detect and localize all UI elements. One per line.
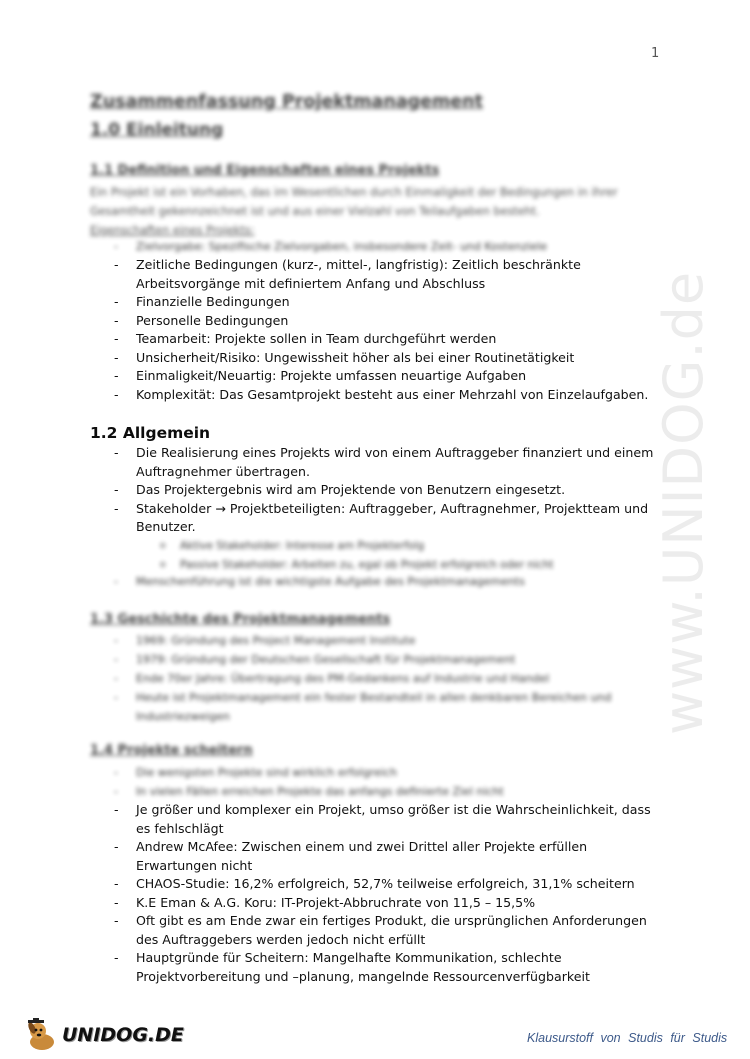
list-item: - Zielvorgabe: Spezifische Zielvorgaben, insbesondere Zeit- und Kostenziele bbox=[0, 237, 656, 256]
dog-mascot-icon bbox=[24, 1018, 60, 1052]
list-item: - K.E Eman & A.G. Koru: IT-Projekt-Abbruchrate von 11,5 – 15,5% bbox=[0, 894, 656, 913]
page-number: 1 bbox=[651, 46, 660, 61]
list-item: - Ende 70er Jahre: Übertragung des PM-Gedankens auf Industrie und Handel bbox=[0, 669, 656, 688]
section-1-2-list-tail bbox=[0, 572, 656, 591]
list-item: - Personelle Bedingungen bbox=[0, 312, 656, 331]
list-item: - Heute ist Projektmanagement ein fester Bestandteil in allen denkbaren Bereichen und Industriezweigen bbox=[0, 688, 656, 726]
footer-slogan: Klausurstoff von Studis für Studis bbox=[527, 1031, 728, 1045]
list-item: - Teamarbeit: Projekte sollen in Team durchgeführt werden bbox=[0, 330, 656, 349]
section-heading-1-1: 1.1 Definition und Eigenschaften eines Projekts bbox=[90, 163, 440, 178]
section-heading-1-0: 1.0 Einleitung bbox=[90, 120, 224, 140]
sub-list-item: o Passive Stakeholder: Arbeiten zu, egal ob Projekt erfolgreich oder nicht bbox=[0, 556, 620, 575]
list-item: - Die wenigsten Projekte sind wirklich erfolgreich bbox=[0, 763, 656, 782]
section-heading-1-2: 1.2 Allgemein bbox=[90, 424, 211, 442]
definition-text: Ein Projekt ist ein Vorhaben, das im Wesentlichen durch Einmaligkeit der Bedingungen in ihrer Gesamtheit gekennzeichnet ist und aus einer Vielzahl von Teilaufgaben besteht. bbox=[90, 186, 618, 218]
section-1-2-list bbox=[0, 444, 656, 537]
list-item: - Hauptgründe für Scheitern: Mangelhafte Kommunikation, schlechte Projektvorbereitung und –planung, mangelnde Ressourcenverfügbarkeit bbox=[0, 949, 656, 986]
logo-text: UNIDOG.DE bbox=[62, 1024, 184, 1046]
section-1-2-sublist bbox=[0, 537, 620, 575]
list-item: - 1979: Gründung der Deutschen Gesellschaft für Projektmanagement bbox=[0, 650, 656, 669]
section-1-1-paragraph bbox=[90, 183, 650, 240]
section-1-3-list bbox=[0, 631, 656, 726]
section-1-4-list bbox=[0, 763, 656, 986]
list-item: - Stakeholder → Projektbeteiligten: Auftraggeber, Auftragnehmer, Projektteam und Benutzer. bbox=[0, 500, 656, 537]
sub-list-item: o Aktive Stakeholder: Interesse am Projekterfolg bbox=[0, 537, 620, 556]
list-item: - Das Projektergebnis wird am Projektende von Benutzern eingesetzt. bbox=[0, 481, 656, 500]
list-item: - Unsicherheit/Risiko: Ungewissheit höher als bei einer Routinetätigkeit bbox=[0, 349, 656, 368]
properties-subheading: Eigenschaften eines Projekts: bbox=[90, 224, 255, 237]
section-1-1-list bbox=[0, 237, 656, 404]
list-item: - Die Realisierung eines Projekts wird von einem Auftraggeber finanziert und einem Auftragnehmer übertragen. bbox=[0, 444, 656, 481]
unidog-logo bbox=[24, 1018, 184, 1052]
section-heading-1-4: 1.4 Projekte scheitern bbox=[90, 743, 253, 758]
list-item: - Menschenführung ist die wichtigste Aufgabe des Projektmanagements bbox=[0, 572, 656, 591]
list-item: - Finanzielle Bedingungen bbox=[0, 293, 656, 312]
list-item: - Komplexität: Das Gesamtprojekt besteht aus einer Mehrzahl von Einzelaufgaben. bbox=[0, 386, 656, 405]
document-title: Zusammenfassung Projektmanagement bbox=[90, 92, 483, 112]
list-item: - Andrew McAfee: Zwischen einem und zwei Drittel aller Projekte erfüllen Erwartungen nicht bbox=[0, 838, 656, 875]
list-item: - 1969: Gründung des Project Management Institute bbox=[0, 631, 656, 650]
watermark: www.UNIDOG.de bbox=[652, 270, 715, 735]
list-item: - CHAOS-Studie: 16,2% erfolgreich, 52,7% teilweise erfolgreich, 31,1% scheitern bbox=[0, 875, 656, 894]
list-item: - Einmaligkeit/Neuartig: Projekte umfassen neuartige Aufgaben bbox=[0, 367, 656, 386]
section-heading-1-3: 1.3 Geschichte des Projektmanagements bbox=[90, 612, 391, 627]
list-item: - Je größer und komplexer ein Projekt, umso größer ist die Wahrscheinlichkeit, dass es fehlschlägt bbox=[0, 801, 656, 838]
list-item: - Oft gibt es am Ende zwar ein fertiges Produkt, die ursprünglichen Anforderungen des Auftraggebers werden jedoch nicht erfüllt bbox=[0, 912, 656, 949]
list-item: - In vielen Fällen erreichen Projekte das anfangs definierte Ziel nicht bbox=[0, 782, 656, 801]
list-item: - Zeitliche Bedingungen (kurz-, mittel-, langfristig): Zeitlich beschränkte Arbeitsvorgänge mit definiertem Anfang und Abschluss bbox=[0, 256, 656, 293]
